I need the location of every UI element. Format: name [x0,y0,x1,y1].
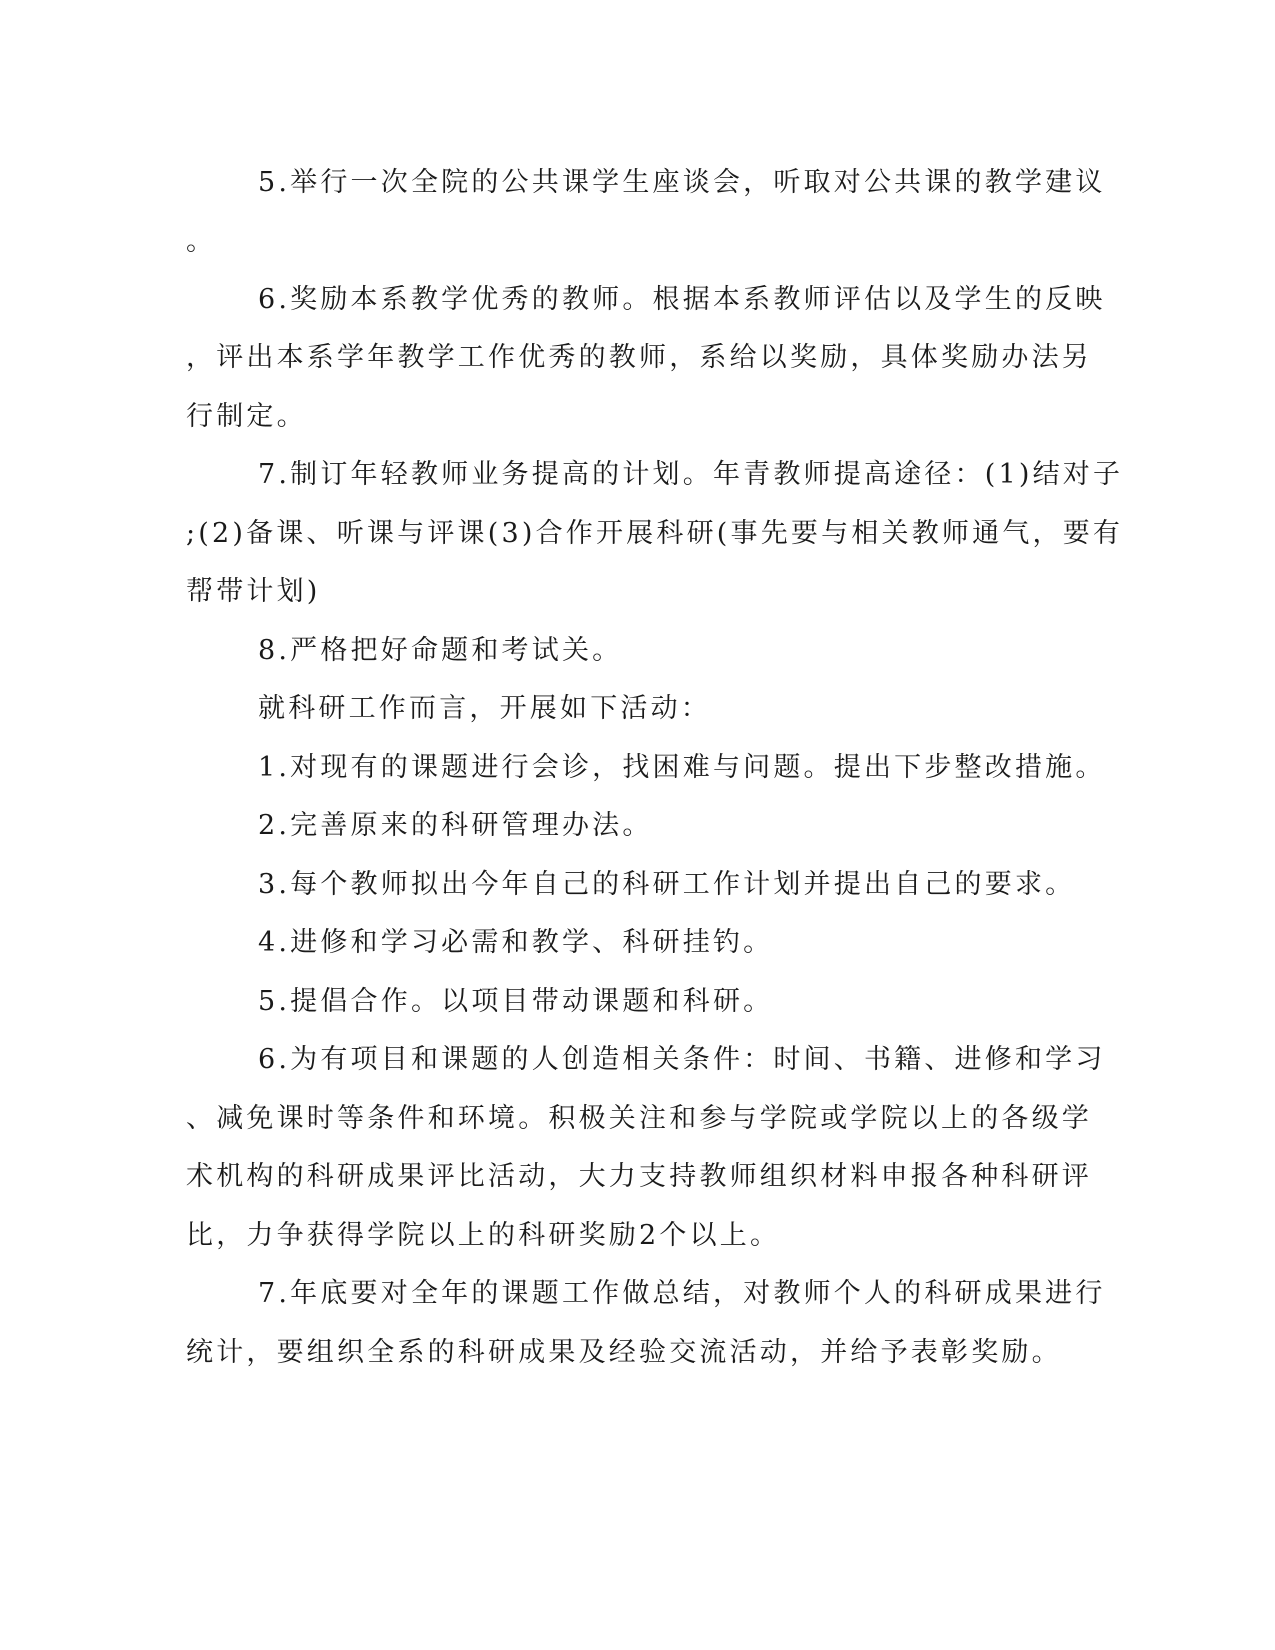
paragraph-line: ，评出本系学年教学工作优秀的教师，系给以奖励，具体奖励办法另 [186,342,1092,373]
paragraph-line: 就科研工作而言，开展如下活动： [258,693,711,724]
paragraph-line: 5.提倡合作。以项目带动课题和科研。 [258,986,774,1017]
paragraph-line: 8.严格把好命题和考试关。 [258,635,623,666]
paragraph-line: 行制定。 [186,401,307,432]
paragraph-line: 术机构的科研成果评比活动，大力支持教师组织材料申报各种科研评 [186,1161,1092,1192]
paragraph-line: 5.举行一次全院的公共课学生座谈会，听取对公共课的教学建议 [258,167,1106,198]
paragraph-line: 。 [186,226,217,257]
paragraph-line: 6.为有项目和课题的人创造相关条件：时间、书籍、进修和学习 [258,1044,1106,1075]
paragraph-line: 3.每个教师拟出今年自己的科研工作计划并提出自己的要求。 [258,869,1076,900]
paragraph-line: 帮带计划) [186,576,321,607]
paragraph-line: 比，力争获得学院以上的科研奖励2个以上。 [186,1220,781,1251]
paragraph-line: 2.完善原来的科研管理办法。 [258,810,653,841]
paragraph-line: 7.年底要对全年的课题工作做总结，对教师个人的科研成果进行 [258,1278,1106,1309]
paragraph-line: ;(2)备课、听课与评课(3)合作开展科研(事先要与相关教师通气，要有 [186,518,1124,549]
paragraph-line: 6.奖励本系教学优秀的教师。根据本系教师评估以及学生的反映 [258,284,1106,315]
paragraph-line: 、减免课时等条件和环境。积极关注和参与学院或学院以上的各级学 [186,1103,1092,1134]
paragraph-line: 4.进修和学习必需和教学、科研挂钓。 [258,927,774,958]
paragraph-line: 统计，要组织全系的科研成果及经验交流活动，并给予表彰奖励。 [186,1337,1062,1368]
paragraph-line: 7.制订年轻教师业务提高的计划。年青教师提高途径：(1)结对子 [258,459,1124,490]
paragraph-line: 1.对现有的课题进行会诊，找困难与问题。提出下步整改措施。 [258,752,1106,783]
